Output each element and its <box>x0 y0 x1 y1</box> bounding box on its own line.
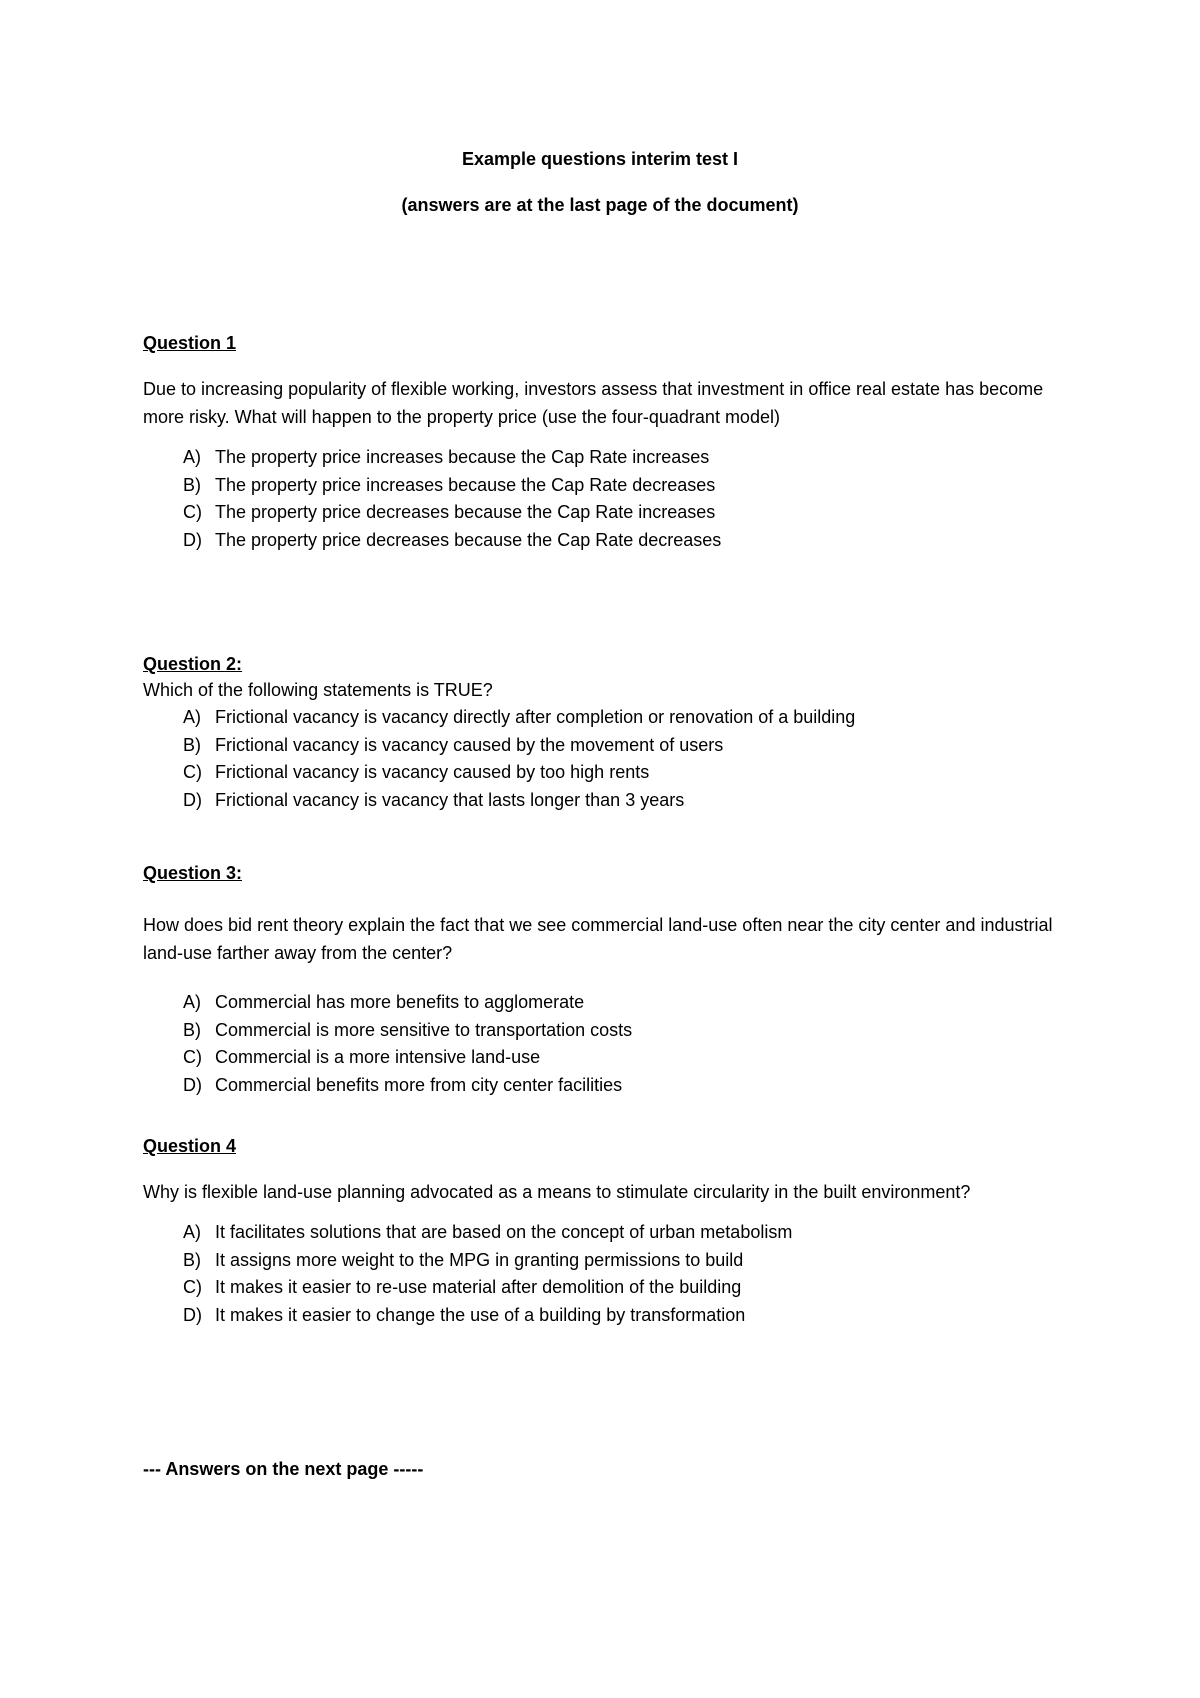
answers-next-page-note: --- Answers on the next page ----- <box>143 1459 424 1479</box>
question-4 <box>143 1134 1083 1329</box>
question-3 <box>143 861 1083 1099</box>
question-3-text: How does bid rent theory explain the fact that we see commercial land-use often near the city center and industrial land-use farther away from the center? <box>143 915 1053 963</box>
option-text: It makes it easier to change the use of a building by transformation <box>215 1304 746 1325</box>
option-text: It facilitates solutions that are based on the concept of urban metabolism <box>215 1222 793 1242</box>
option-letter: B) <box>183 734 201 755</box>
option-letter: A) <box>183 447 201 467</box>
option-letter: B) <box>183 1019 201 1040</box>
page-subtitle: (answers are at the last page of the document) <box>401 195 799 215</box>
option-letter: D) <box>183 529 202 550</box>
option-letter: A) <box>183 1222 201 1242</box>
option-letter: D) <box>183 1304 202 1325</box>
option-a <box>183 1219 1083 1247</box>
option-letter: D) <box>183 1074 202 1095</box>
option-c <box>183 499 1083 527</box>
option-d <box>183 787 1083 815</box>
option-a <box>183 989 1083 1017</box>
question-3-heading: Question 3: <box>143 863 243 883</box>
option-d <box>183 1302 1083 1330</box>
option-letter: C) <box>183 762 202 782</box>
option-text: It makes it easier to re-use material after demolition of the building <box>215 1277 742 1297</box>
option-letter: C) <box>183 1047 202 1067</box>
question-2-heading: Question 2: <box>143 654 243 674</box>
page-title: Example questions interim test I <box>461 149 739 169</box>
option-letter: C) <box>183 502 202 522</box>
option-text: The property price increases because the Cap Rate decreases <box>215 474 716 495</box>
question-3-options <box>143 989 1083 1099</box>
option-letter: D) <box>183 789 202 810</box>
option-d <box>183 527 1083 555</box>
option-text: Commercial is more sensitive to transportation costs <box>215 1019 633 1040</box>
option-c <box>183 1044 1083 1072</box>
option-a <box>183 704 1083 732</box>
option-text: The property price decreases because the Cap Rate increases <box>215 502 716 522</box>
option-a <box>183 444 1083 472</box>
option-letter: B) <box>183 474 201 495</box>
option-b <box>183 1247 1083 1275</box>
question-1-heading: Question 1 <box>143 333 237 353</box>
option-b <box>183 472 1083 500</box>
option-text: It assigns more weight to the MPG in granting permissions to build <box>215 1249 744 1270</box>
option-text: The property price increases because the Cap Rate increases <box>215 447 710 467</box>
option-text: Commercial is a more intensive land-use <box>215 1047 541 1067</box>
option-letter: B) <box>183 1249 201 1270</box>
option-text: The property price decreases because the Cap Rate decreases <box>215 529 722 550</box>
question-2 <box>143 652 1083 814</box>
option-text: Frictional vacancy is vacancy caused by the movement of users <box>215 734 724 755</box>
question-2-options <box>143 704 1083 814</box>
option-text: Commercial has more benefits to agglomerate <box>215 992 585 1012</box>
question-4-text: Why is flexible land-use planning advocated as a means to stimulate circularity in the built environment? <box>143 1182 971 1202</box>
question-1-options <box>143 444 1083 554</box>
option-text: Frictional vacancy is vacancy caused by too high rents <box>215 762 650 782</box>
option-text: Frictional vacancy is vacancy directly after completion or renovation of a building <box>215 707 856 727</box>
option-c <box>183 759 1083 787</box>
question-1 <box>143 331 1083 554</box>
question-1-text: Due to increasing popularity of flexible working, investors assess that investment in office real estate has become more risky. What will happen to the property price (use the four-quadrant model) <box>143 379 1044 427</box>
option-b <box>183 732 1083 760</box>
option-text: Frictional vacancy is vacancy that lasts longer than 3 years <box>215 789 685 810</box>
option-d <box>183 1072 1083 1100</box>
question-4-options <box>143 1219 1083 1329</box>
option-letter: C) <box>183 1277 202 1297</box>
option-letter: A) <box>183 707 201 727</box>
question-4-heading: Question 4 <box>143 1136 237 1156</box>
option-letter: A) <box>183 992 201 1012</box>
question-2-text: Which of the following statements is TRUE? <box>143 680 493 700</box>
option-c <box>183 1274 1083 1302</box>
option-b <box>183 1017 1083 1045</box>
option-text: Commercial benefits more from city center facilities <box>215 1074 623 1095</box>
